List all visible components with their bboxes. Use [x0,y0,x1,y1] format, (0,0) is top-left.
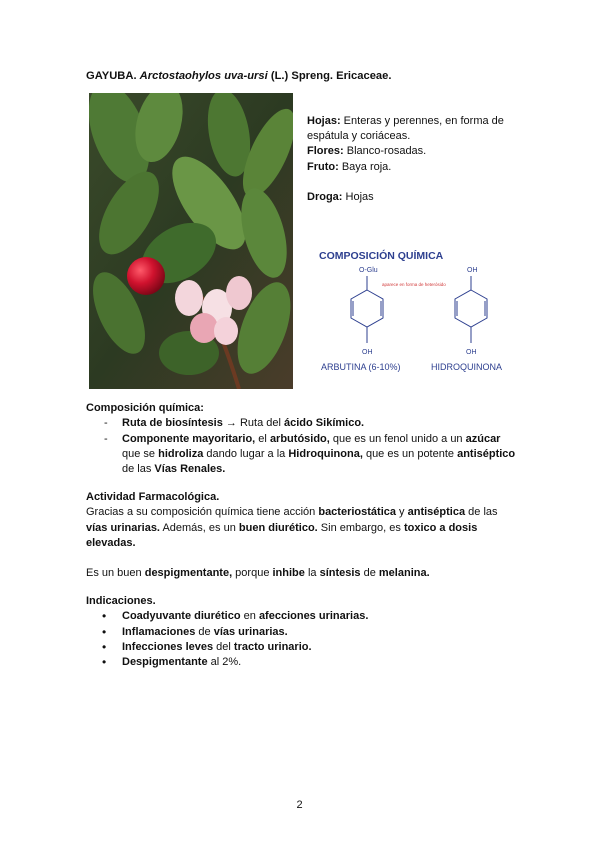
actividad-section [86,490,516,581]
flores-line [307,144,517,159]
oglu-label: O-Glu [359,267,378,274]
term: Hidroquinona, [288,447,363,460]
text: Es un buen [86,567,145,580]
composicion-heading: Composición química: [86,402,204,414]
hojas-line [307,114,517,144]
fruto-label: Fruto: [307,160,339,173]
arbutin-ring [351,276,383,343]
text: la [304,567,320,580]
composicion-section [86,401,516,477]
flores-value: Blanco-rosadas. [343,145,427,158]
term: buen diurético. [238,521,318,534]
text: de [195,625,214,638]
text: Sin embargo, es [317,521,404,534]
indicaciones-section [86,594,516,670]
list-item: - Ruta de biosíntesis → Ruta del ácido Sikímico. [104,417,365,430]
plant-photo [89,93,293,389]
term: síntesis [319,567,361,580]
fruto-line [307,160,517,175]
chem-figure-title: COMPOSICIÓN QUÍMICA [319,250,444,262]
chemical-structure-figure [312,246,527,376]
text: de las [122,463,155,476]
indicaciones-heading: Indicaciones. [86,595,156,607]
acido-sikimico-term: ácido Sikímico. [284,417,365,430]
term: Despigmentante [122,656,208,669]
oh-right-label: OH [466,349,477,356]
term: vías urinarias. [213,625,288,638]
hojas-label: Hojas: [307,115,341,127]
text: que es un fenol unido a un [329,432,466,445]
term: melanina. [378,567,430,580]
term: Coadyuvante diurético [122,610,241,623]
oh-top-label: OH [467,267,478,274]
term: Componente mayoritario, [122,432,256,445]
text: al 2%. [207,656,242,669]
heteroside-note: aparece en forma de heterósido [382,282,446,287]
term: toxico a dosis elevadas. [86,521,478,549]
text: Además, es un [160,521,239,534]
term: Inflamaciones [122,625,196,638]
term: azúcar [465,432,501,445]
term: despigmentante, [144,567,233,580]
term: vías urinarias. [86,521,160,534]
plant-name: GAYUBA. [86,70,137,82]
text: que se [122,447,159,460]
arbutina-label: ARBUTINA (6-10%) [321,362,401,372]
page-number: 2 [296,799,303,811]
text: el [255,432,270,445]
droga-line [307,190,517,205]
list-item: • Despigmentante al 2%. [102,655,242,670]
hydroquinone-ring [455,276,487,343]
list-item: - Componente mayoritario, el arbutósido, que es un fenol unido a un azúcar que se hidroliza dando lugar a la Hidroquinona, que es un potente antiséptico de las Vías Renales. [104,432,516,476]
species-author: (L.) Spreng. Ericaceae. [270,70,392,82]
text: de [360,567,379,580]
flores-label: Flores: [307,145,344,158]
term: arbutósido, [269,432,330,445]
list-item: • Coadyuvante diurético en afecciones urinarias. [102,609,369,624]
despigmentante-paragraph [86,566,516,581]
page-title [86,70,391,82]
hidroquinona-label: HIDROQUINONA [431,362,503,372]
term: Infecciones leves [122,640,214,653]
berry-mark [127,257,165,295]
actividad-paragraph [86,505,516,551]
term: tracto urinario. [233,640,312,653]
droga-value: Hojas [342,190,374,203]
hojas-value: Enteras y perennes, en forma de espátula y coriáceas. [307,115,504,143]
term: antiséptico [457,447,516,460]
oh-left-label: OH [362,349,373,356]
text: de las [465,506,498,519]
term: inhibe [272,567,305,580]
text: que es un potente [362,447,458,460]
arrow-icon: → [222,417,240,430]
text: del [213,640,234,653]
text: dando lugar a la [203,447,289,460]
list-item: • Infecciones leves del tracto urinario. [102,639,312,654]
text: y [396,506,408,519]
indicaciones-list [86,609,516,670]
text: Gracias a su composición química tiene acción [86,506,319,519]
plant-description [307,114,517,205]
term: hidroliza [158,447,204,460]
term: antiséptica [407,506,466,519]
droga-label: Droga: [307,190,343,203]
text: Ruta del [239,417,285,430]
species-name: Arctostaohylos uva-ursi [139,70,268,82]
composicion-list [86,416,516,477]
list-item: • Inflamaciones de vías urinarias. [102,624,288,639]
text: en [240,610,259,623]
term: Vías Renales. [154,463,226,476]
fruto-value: Baya roja. [338,160,392,173]
biosintesis-term: Ruta de biosíntesis [122,417,223,430]
term: afecciones urinarias. [258,610,369,623]
term: bacteriostática [318,506,396,519]
actividad-heading: Actividad Farmacológica. [86,491,220,503]
text: porque [232,567,273,580]
